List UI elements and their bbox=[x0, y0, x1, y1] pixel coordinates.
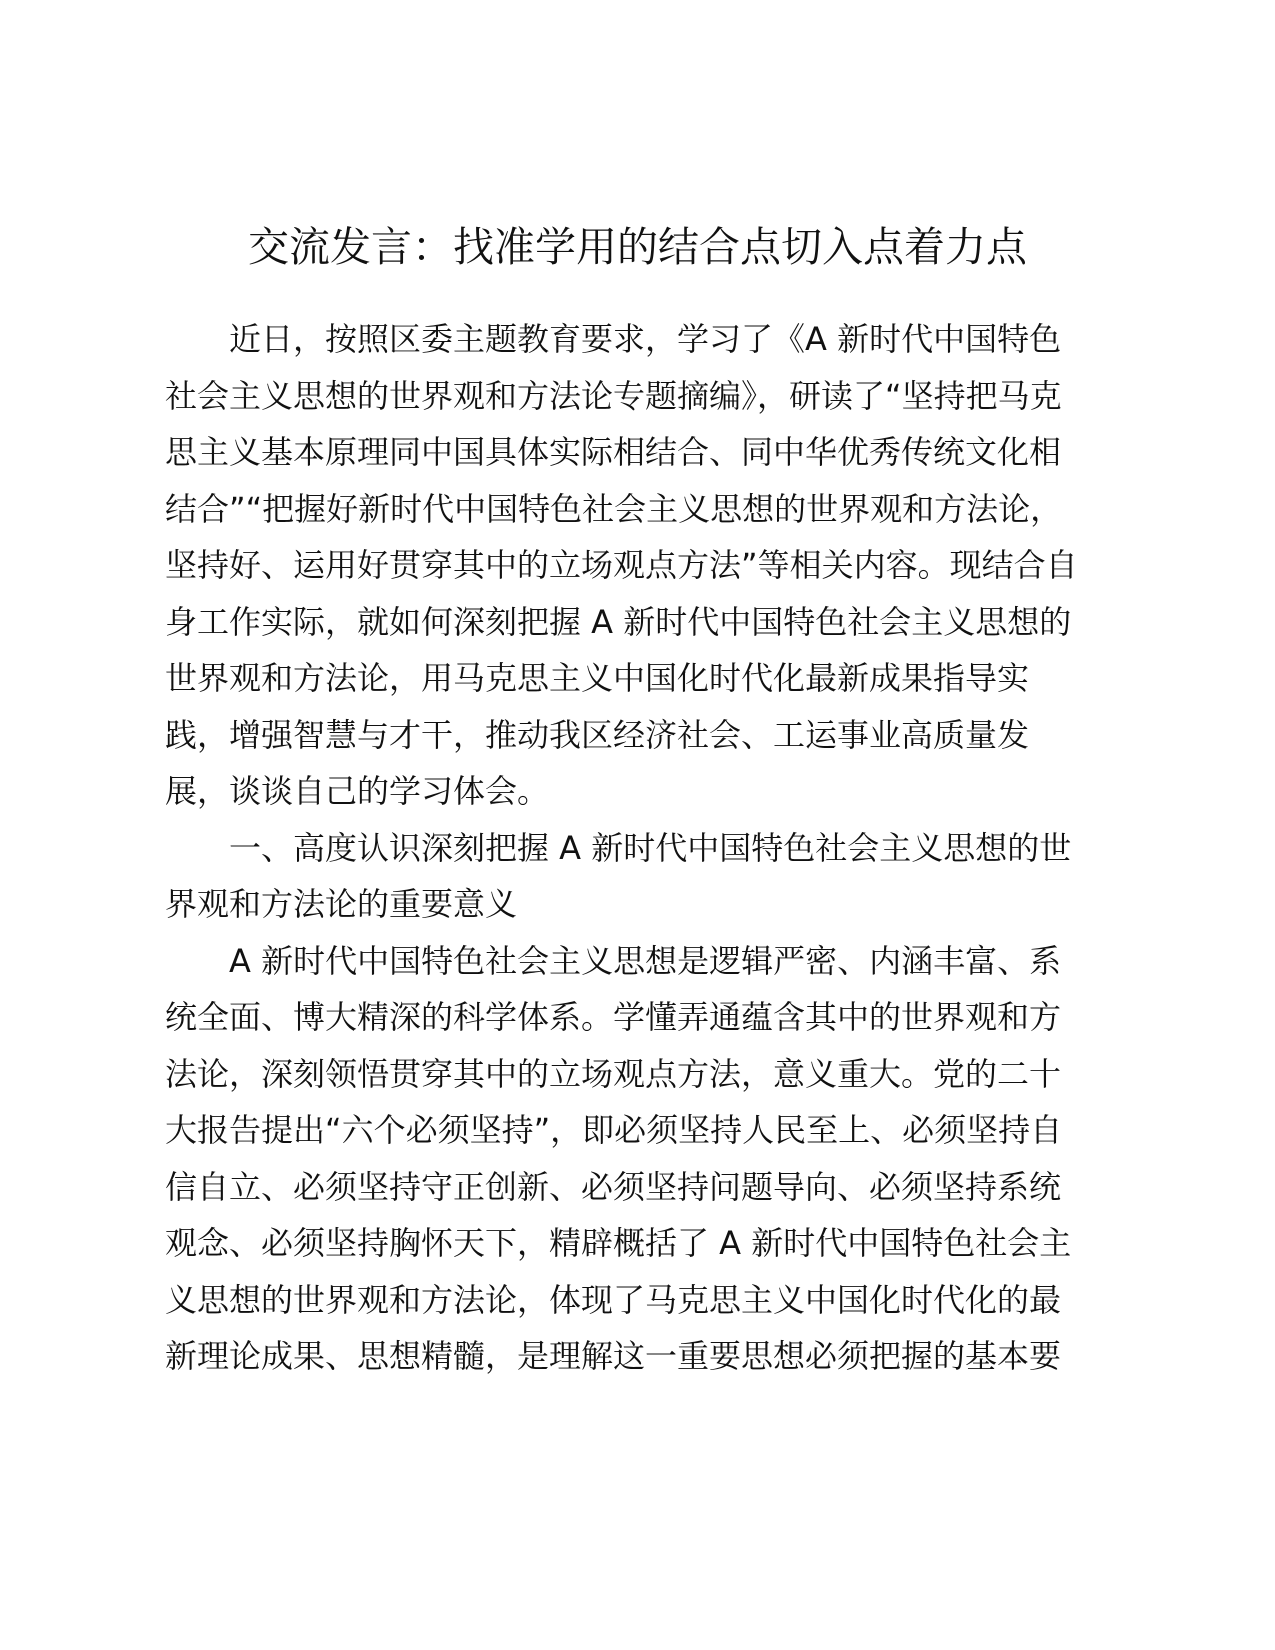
paragraph-line: 信自立、必须坚持守正创新、必须坚持问题导向、必须坚持系统 bbox=[165, 1167, 1062, 1206]
document-title: 交流发言：找准学用的结合点切入点着力点 bbox=[248, 223, 1027, 271]
paragraph-line: 统全面、博大精深的科学体系。学懂弄通蕴含其中的世界观和方 bbox=[165, 998, 1062, 1036]
document-body bbox=[165, 311, 1125, 1385]
paragraph-line: 世界观和方法论，用马克思主义中国化时代化最新成果指导实 bbox=[165, 659, 1030, 697]
paragraph-line: 新理论成果、思想精髓，是理解这一重要思想必须把握的基本要 bbox=[165, 1337, 1062, 1375]
paragraph-line: 践，增强智慧与才干，推动我区经济社会、工运事业高质量发 bbox=[165, 715, 1030, 754]
section-heading-line: 界观和方法论的重要意义 bbox=[165, 885, 518, 923]
paragraph-line: A 新时代中国特色社会主义思想是逻辑严密、内涵丰富、系 bbox=[229, 941, 1062, 980]
paragraph-line: 大报告提出“六个必须坚持”，即必须坚持人民至上、必须坚持自 bbox=[165, 1111, 1063, 1149]
paragraph-line: 身工作实际，就如何深刻把握 A 新时代中国特色社会主义思想的 bbox=[165, 602, 1072, 641]
paragraph-line: 思主义基本原理同中国具体实际相结合、同中华优秀传统文化相 bbox=[165, 433, 1062, 471]
paragraph-line: 观念、必须坚持胸怀天下，精辟概括了 A 新时代中国特色社会主 bbox=[165, 1224, 1072, 1262]
section-heading-line: 一、高度认识深刻把握 A 新时代中国特色社会主义思想的世 bbox=[229, 828, 1072, 867]
paragraph-line: 义思想的世界观和方法论，体现了马克思主义中国化时代化的最 bbox=[165, 1280, 1062, 1319]
paragraph-line: 社会主义思想的世界观和方法论专题摘编》，研读了“坚持把马克 bbox=[165, 376, 1062, 415]
paragraph-line: 结合”“把握好新时代中国特色社会主义思想的世界观和方法论， bbox=[165, 489, 1063, 528]
paragraph-line: 法论，深刻领悟贯穿其中的立场观点方法，意义重大。党的二十 bbox=[165, 1054, 1062, 1093]
paragraph-line: 近日，按照区委主题教育要求，学习了《A 新时代中国特色 bbox=[229, 320, 1062, 358]
paragraph-line: 展，谈谈自己的学习体会。 bbox=[165, 772, 550, 810]
paragraph-line: 坚持好、运用好贯穿其中的立场观点方法”等相关内容。现结合自 bbox=[165, 546, 1078, 584]
